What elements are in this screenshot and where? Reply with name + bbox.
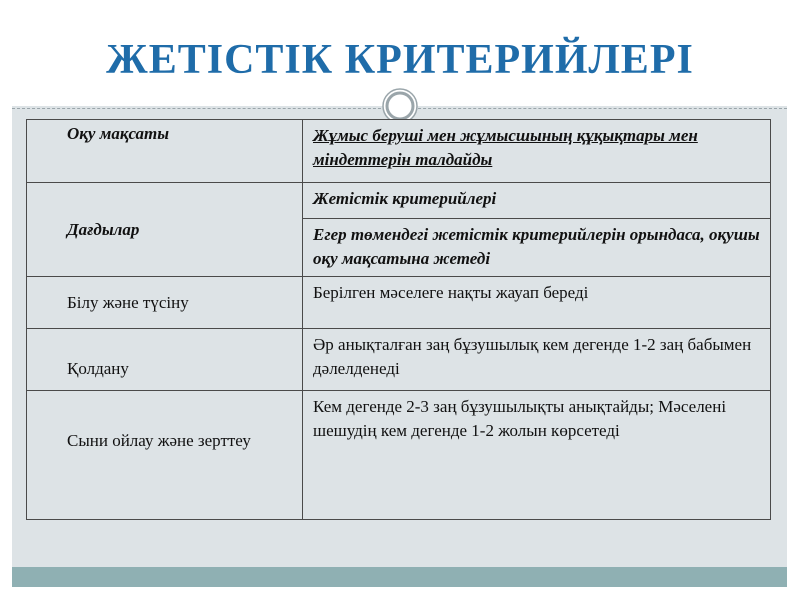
table-row [27, 329, 771, 391]
slide-title: ЖЕТІСТІК КРИТЕРИЙЛЕРІ [106, 37, 694, 83]
criterion-knowledge: Берілген мәселеге нақты жауап береді [303, 277, 771, 329]
bottom-accent-bar [12, 567, 787, 587]
skill-application: Қолдану [27, 329, 303, 391]
criterion-application: Әр анықталған заң бұзушылық кем дегенде 1-2 заң бабымен дәлелденеді [303, 329, 771, 391]
table-row-skills-heading [27, 183, 771, 219]
criterion-critical-thinking: Кем дегенде 2-3 заң бұзушылықты анықтайды; Мәселені шешудің кем дегенде 1-2 жолын көрсетеді [303, 391, 771, 520]
criteria-intro: Егер төмендегі жетістік критерийлерін орындаса, оқушы оқу мақсатына жетеді [303, 219, 771, 277]
table-row [27, 277, 771, 329]
skills-label: Дағдылар [27, 183, 303, 277]
objective-label: Оқу мақсаты [27, 120, 303, 183]
skill-critical-thinking: Сыни ойлау және зерттеу [27, 391, 303, 520]
objective-text: Жұмыс беруші мен жұмысшының құқықтары мен міндеттерін талдайды [303, 120, 771, 183]
criteria-heading: Жетістік критерийлері [303, 183, 771, 219]
skill-knowledge: Білу және түсіну [27, 277, 303, 329]
table-row-objective [27, 120, 771, 183]
criteria-table [26, 119, 771, 520]
table-row [27, 391, 771, 520]
